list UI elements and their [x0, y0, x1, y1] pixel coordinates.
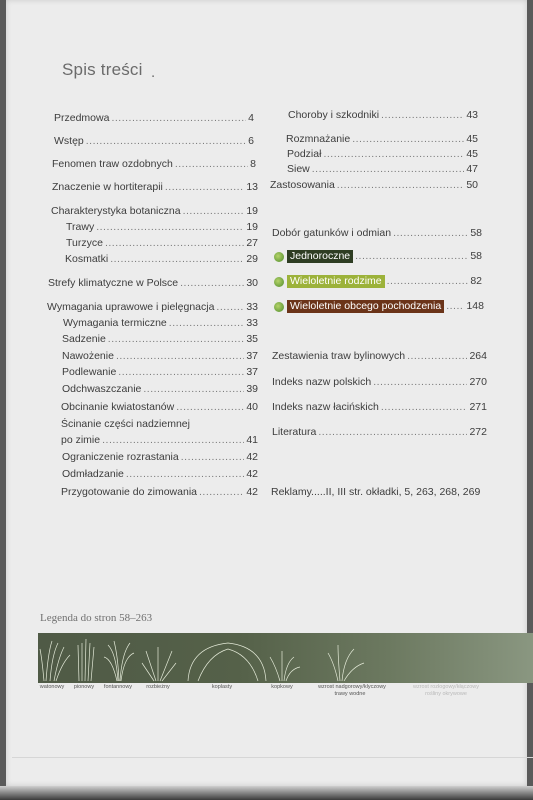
legend-label: rozbieżny — [146, 684, 170, 690]
toc-category-foreign[interactable] — [274, 300, 484, 313]
page-divider — [12, 757, 533, 758]
toc-subentry[interactable] — [61, 418, 258, 430]
legend-label: wzrost rozłogowy/kłączowy — [412, 684, 480, 690]
toc-category-native[interactable] — [274, 275, 482, 288]
toc-subentry[interactable] — [63, 317, 258, 329]
toc-entry-page: 272 — [469, 426, 487, 438]
toc-entry[interactable] — [286, 133, 478, 145]
toc-entry-page: 47 — [466, 163, 478, 175]
toc-entry[interactable] — [272, 376, 487, 388]
toc-entry-page: 82 — [470, 275, 482, 287]
toc-entry-page: 58 — [470, 250, 482, 262]
toc-entry-page: 37 — [246, 350, 258, 362]
toc-subentry[interactable] — [62, 468, 258, 480]
toc-subentry[interactable] — [287, 163, 478, 175]
toc-entry-page: 270 — [469, 376, 487, 388]
toc-entry-title: Odchwaszczanie — [62, 383, 142, 395]
legend-label: koplasty — [211, 684, 233, 690]
toc-entry-title: Przygotowanie do zimowania — [61, 486, 197, 498]
toc-subentry[interactable] — [62, 333, 258, 345]
toc-entry-page: 41 — [246, 434, 258, 446]
toc-entry-page: 19 — [246, 205, 258, 217]
page-title: Spis treści — [62, 60, 143, 79]
toc-entry-title: Jednoroczne — [287, 250, 353, 263]
toc-entry-title: Wymagania termiczne — [63, 317, 167, 329]
toc-entry[interactable] — [272, 426, 487, 438]
toc-entry-page: 148 — [466, 300, 484, 312]
toc-entry-title: Obcinanie kwiatostanów — [61, 401, 175, 413]
toc-entry-page: 27 — [246, 237, 258, 249]
toc-entry-title: Podlewanie — [62, 366, 117, 378]
toc-entry-ads[interactable] — [271, 486, 501, 498]
toc-subentry[interactable] — [66, 221, 258, 233]
toc-entry-page: 42 — [246, 486, 258, 498]
toc-entry-page: 30 — [246, 277, 258, 289]
grass-habit-illustrations — [38, 633, 533, 683]
toc-entry-title: Charakterystyka botaniczna — [51, 205, 181, 217]
toc-entry-title: Rozmnażanie — [286, 133, 351, 145]
toc-entry-title: Zastosowania — [270, 179, 335, 191]
toc-subentry[interactable] — [287, 148, 478, 160]
book-page — [6, 0, 527, 786]
toc-entry-page: 45 — [466, 133, 478, 145]
toc-entry-page: 13 — [246, 181, 258, 193]
toc-entry-page: 39 — [246, 383, 258, 395]
legend-label: fontannowy — [103, 684, 133, 690]
toc-subentry[interactable] — [61, 434, 258, 446]
toc-entry-title: Trawy — [66, 221, 95, 233]
toc-entry-page: 40 — [246, 401, 258, 413]
toc-entry-page: 4 — [248, 112, 254, 124]
toc-entry-page: 33 — [246, 301, 258, 313]
toc-entry-title: Odmładzanie — [62, 468, 124, 480]
toc-entry[interactable] — [54, 135, 254, 147]
toc-entry-title: Reklamy.....II, III str. okładki, 5, 263, 268, 269 — [271, 486, 481, 498]
legend-label: watonowy — [39, 684, 65, 690]
toc-entry-page: 45 — [466, 148, 478, 160]
toc-entry-title: Ścinanie części nadziemnej — [61, 418, 190, 430]
toc-subentry[interactable] — [66, 237, 258, 249]
toc-entry-title: Indeks nazw polskich — [272, 376, 372, 388]
toc-entry-page: 8 — [250, 158, 256, 170]
toc-entry-page: 33 — [246, 317, 258, 329]
toc-subentry[interactable] — [61, 486, 258, 498]
toc-entry-title: Wymagania uprawowe i pielęgnacja — [47, 301, 215, 313]
toc-category-annual[interactable] — [274, 250, 482, 263]
leaf-icon — [274, 277, 284, 287]
toc-entry-title: Ograniczenie rozrastania — [62, 451, 179, 463]
toc-entry-title: Wieloletnie rodzime — [287, 275, 385, 288]
toc-entry-page: 50 — [466, 179, 478, 191]
toc-entry[interactable] — [51, 205, 258, 217]
legend-title: Legenda do stron 58–263 — [40, 612, 153, 624]
toc-entry-page: 42 — [246, 451, 258, 463]
toc-entry-title: Dobór gatunków i odmian — [272, 227, 392, 239]
toc-entry-title: Zestawienia traw bylinowych — [272, 350, 406, 362]
title-mark: . — [151, 64, 156, 81]
toc-entry-page: 29 — [246, 253, 258, 265]
toc-entry-title: Przedmowa — [54, 112, 110, 124]
legend-label: wzrost nadgorowy/klyczowy — [318, 684, 386, 690]
toc-subentry[interactable] — [62, 451, 258, 463]
toc-subentry[interactable] — [61, 401, 258, 413]
toc-entry[interactable] — [54, 112, 254, 124]
toc-entry-title: Wieloletnie obcego pochodzenia — [287, 300, 444, 313]
toc-subentry[interactable] — [65, 253, 258, 265]
toc-entry-page: 43 — [466, 109, 478, 121]
toc-entry-title: Kosmatki — [65, 253, 109, 265]
toc-entry[interactable] — [288, 109, 478, 121]
toc-subentry[interactable] — [62, 366, 258, 378]
toc-entry-page: 19 — [246, 221, 258, 233]
toc-entry-page: 42 — [246, 468, 258, 480]
toc-entry[interactable] — [272, 227, 482, 239]
toc-entry-page: 58 — [470, 227, 482, 239]
toc-entry[interactable] — [52, 181, 258, 193]
legend-label: rośliny okrywowe — [425, 691, 467, 697]
toc-entry-title: Choroby i szkodniki — [288, 109, 380, 121]
toc-entry-page: 6 — [248, 135, 254, 147]
legend-label: trawy wodne — [334, 691, 366, 697]
legend-label: pionowy — [73, 684, 95, 690]
toc-entry-title: Indeks nazw łacińskich — [272, 401, 379, 413]
toc-entry-title: Wstęp — [54, 135, 84, 147]
leaf-icon — [274, 302, 284, 312]
toc-entry-title: Podział — [287, 148, 322, 160]
toc-entry-page: 271 — [469, 401, 487, 413]
toc-entry-title: Literatura — [272, 426, 317, 438]
toc-entry[interactable] — [47, 301, 258, 313]
toc-entry-title: Siew — [287, 163, 310, 175]
toc-entry[interactable] — [270, 179, 478, 191]
leaf-icon — [274, 252, 284, 262]
toc-entry-page: 37 — [246, 366, 258, 378]
toc-entry-title: Sadzenie — [62, 333, 106, 345]
toc-entry-page: 264 — [469, 350, 487, 362]
toc-subentry[interactable] — [62, 383, 258, 395]
toc-entry-page: 35 — [246, 333, 258, 345]
toc-entry-title: Znaczenie w hortiterapii — [52, 181, 163, 193]
toc-subentry[interactable] — [62, 350, 258, 362]
toc-entry-title: Nawożenie — [62, 350, 114, 362]
toc-entry-title: Fenomen traw ozdobnych — [52, 158, 173, 170]
toc-entry[interactable] — [272, 350, 487, 362]
toc-entry[interactable] — [48, 277, 258, 289]
legend-strip — [38, 633, 533, 683]
toc-entry-title: Strefy klimatyczne w Polsce — [48, 277, 179, 289]
toc-entry[interactable] — [272, 401, 487, 413]
toc-entry-title: po zimie — [61, 434, 101, 446]
toc-entry[interactable] — [52, 158, 256, 170]
toc-entry-title: Turzyce — [66, 237, 103, 249]
book-page-edge — [0, 786, 533, 800]
legend-label: kopkowy — [271, 684, 293, 690]
